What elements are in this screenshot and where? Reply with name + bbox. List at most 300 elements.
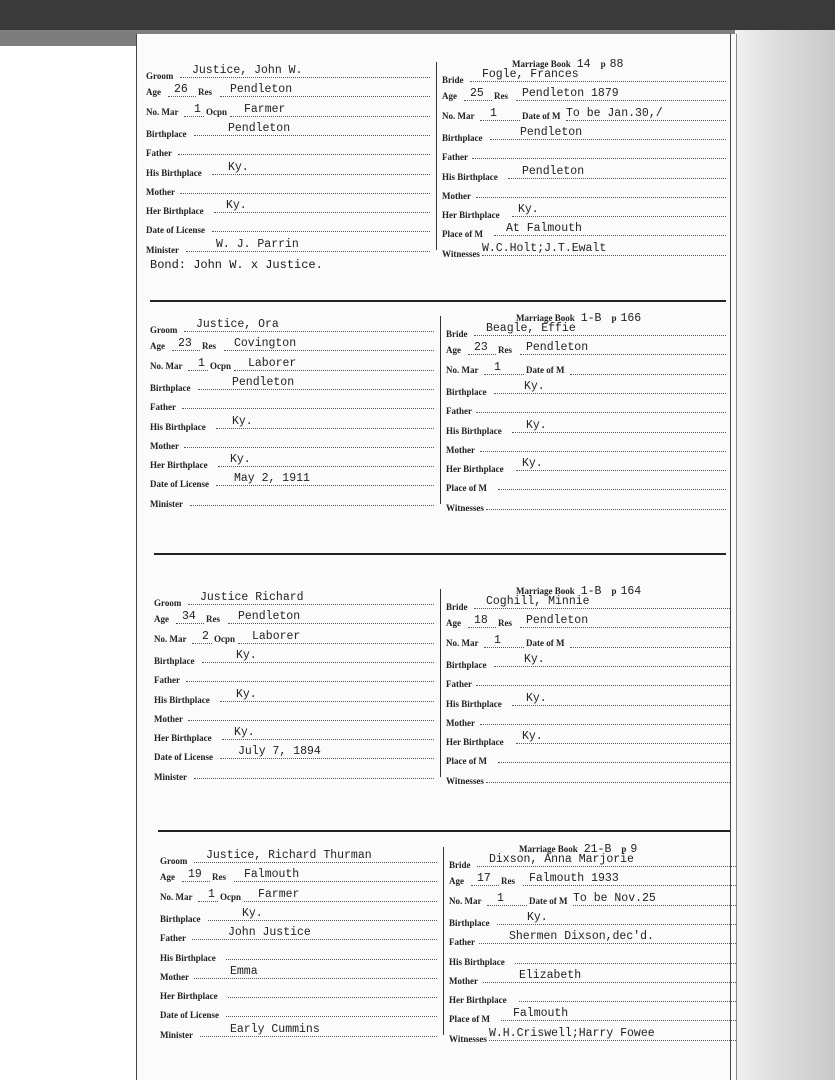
groom-father: John Justice [228,926,311,940]
groom-row [150,320,434,334]
bride-place-row [446,478,726,492]
dotted-line [182,881,210,882]
groom-father-label: Father [150,402,176,413]
bride-res-label: Res [494,91,508,102]
marriage-book-label: Marriage Book [512,59,571,69]
bride-no-mar-row [442,106,726,123]
page-label: p [621,844,627,854]
groom-his-birthplace-row [146,160,430,178]
groom-license-label: Date of License [160,1010,219,1021]
dotted-line [200,1036,437,1037]
groom-no-mar-label: No. Mar [160,891,193,902]
bride-date-of-m-label: Date of M [522,110,561,121]
groom-minister-row [154,767,434,781]
groom-mother-label: Mother [154,713,183,724]
groom-no-mar-value: 1 [198,356,205,370]
marriage-book-label: Marriage Book [519,844,578,854]
groom-minister: W. J. Parrin [216,237,299,251]
bride-his-birthplace-label: His Birthplace [446,425,502,436]
bride-no-mar-value: 1 [497,891,504,905]
bride-place-label: Place of M [446,756,487,767]
groom-minister: Early Cummins [230,1022,320,1036]
bride-row [442,70,726,84]
groom-no-mar-row [154,629,434,646]
dotted-line [230,116,430,117]
bride-her-birthplace: Ky. [522,730,543,744]
bride-age-value: 18 [474,614,488,628]
bride-father-row [449,932,736,946]
dotted-line [220,96,430,97]
bride-name: Beagle, Effie [486,322,576,335]
groom-her-birthplace-row [154,728,434,742]
groom-birthplace-row [150,375,434,393]
groom-minister-label: Minister [150,498,183,509]
groom-res-label: Res [206,614,220,625]
groom-res-value: Falmouth [244,868,300,882]
dotted-line [512,432,726,433]
groom-father-label: Father [154,675,180,686]
column-divider [440,316,441,504]
bride-res-label: Res [501,876,515,887]
bride-birthplace-label: Birthplace [446,659,487,670]
bride-res-value: Falmouth 1933 [529,872,619,886]
groom-license-row [160,1005,437,1019]
bride-date-of-m-label: Date of M [526,637,565,648]
bride-his-birthplace-row [446,418,726,436]
bride-no-mar-value: 1 [494,360,501,374]
groom-no-mar-row [160,887,437,904]
groom-birthplace-row [160,906,437,924]
bride-mother-label: Mother [446,717,475,728]
dotted-line [468,354,496,355]
dotted-line [570,647,730,648]
groom-her-birthplace-row [160,986,437,1000]
bride-father-label: Father [449,937,475,948]
groom-age-label: Age [146,87,161,98]
dotted-line [474,608,730,609]
dotted-line [494,235,726,236]
dotted-line [471,885,499,886]
groom-ocpn-label: Ocpn [220,891,242,902]
bride-age-value: 25 [470,87,484,101]
groom-his-birthplace-row [154,687,434,705]
dotted-line [188,720,434,721]
groom-his-birthplace-label: His Birthplace [150,421,206,432]
bride-no-mar-row [446,633,730,650]
bride-no-mar-row [446,360,726,377]
groom-no-mar-label: No. Mar [150,360,183,371]
groom-his-birthplace-label: His Birthplace [160,952,216,963]
bride-birthplace-row [446,652,730,670]
groom-father-label: Father [146,148,172,159]
groom-license-row [150,474,434,488]
groom-no-mar-value: 1 [194,102,201,116]
groom-license-row [146,220,430,234]
groom-her-birthplace: Ky. [234,726,255,740]
record-separator [158,830,730,832]
bride-age-label: Age [449,876,464,887]
dotted-line [516,470,726,471]
groom-her-birthplace-row [150,455,434,469]
bride-witnesses-row [442,241,726,259]
dotted-line [497,924,736,925]
bride-birthplace-label: Birthplace [449,917,490,928]
marriage-book-number: 1-B [580,585,602,598]
bride-witnesses-label: Witnesses [446,775,484,786]
bride-birthplace-row [442,125,726,143]
groom-age-row [150,339,434,353]
bride-birthplace-row [446,379,726,397]
bride-her-birthplace: Ky. [518,203,539,217]
groom-res-label: Res [212,872,226,883]
bride-witnesses-row [446,498,726,512]
dotted-line [477,866,736,867]
bride-mother-row [446,440,726,454]
dotted-line [489,1040,736,1041]
dotted-line [228,623,434,624]
bride-no-mar-label: No. Mar [449,895,482,906]
bride-his-birthplace-label: His Birthplace [446,698,502,709]
dotted-line [468,627,496,628]
column-divider [440,589,441,777]
bride-label: Bride [446,602,468,612]
dotted-line [194,862,437,863]
groom-no-mar-row [150,356,434,373]
bride-her-birthplace-label: Her Birthplace [446,737,504,748]
dotted-line [208,920,437,921]
dotted-line [238,643,434,644]
dotted-line [566,120,726,121]
dotted-line [212,174,430,175]
bride-place-of-m: At Falmouth [506,222,582,236]
dotted-line [228,997,437,998]
groom-age-label: Age [150,341,165,352]
bride-his-birthplace-row [442,164,726,182]
dotted-line [482,255,726,256]
bride-date-of-m-label: Date of M [529,895,568,906]
bride-mother-row [446,713,730,727]
bride-her-birthplace-row [442,205,726,219]
groom-ocpn-value: Farmer [244,102,286,116]
bride-his-birthplace: Ky. [526,418,547,432]
bride-her-birthplace-label: Her Birthplace [446,464,504,475]
groom-license-label: Date of License [154,752,213,763]
bride-res-label: Res [498,618,512,629]
groom-age-row [146,85,430,99]
dotted-line [484,647,524,648]
groom-label: Groom [146,71,174,81]
dotted-line [512,216,726,217]
bride-no-mar-row [449,891,736,908]
bride-birthplace-label: Birthplace [442,132,483,143]
dotted-line [214,212,430,213]
bride-label: Bride [442,75,464,85]
groom-father-row [146,143,430,157]
bride-birthplace: Pendleton [520,125,583,139]
bride-name: Fogle, Frances [482,68,579,81]
dotted-line [194,978,437,979]
dotted-line [508,178,726,179]
groom-mother-label: Mother [150,440,179,451]
marriage-book-number: 21-B [583,843,612,856]
groom-minister-row [146,237,430,255]
groom-name: Justice Richard [200,591,304,604]
dotted-line [184,447,434,448]
bride-age-label: Age [446,345,461,356]
groom-ocpn-label: Ocpn [206,106,228,117]
bride-res-value: Pendleton [526,341,589,355]
bride-his-birthplace-label: His Birthplace [442,171,498,182]
dotted-line [194,135,430,136]
marriage-record-card [154,585,734,785]
bride-place-row [446,751,730,765]
groom-his-birthplace-label: His Birthplace [154,694,210,705]
bride-age-row [446,616,730,630]
bride-age-row [449,874,736,888]
groom-his-birthplace: Ky. [232,414,253,428]
groom-license: May 2, 1911 [234,472,310,486]
marriage-book-number: 1-B [580,312,602,325]
bride-row [446,597,730,611]
bride-her-birthplace-label: Her Birthplace [442,210,500,221]
groom-her-birthplace: Ky. [226,199,247,213]
groom-birthplace-label: Birthplace [154,655,195,666]
groom-minister-label: Minister [154,771,187,782]
bride-witnesses: W.H.Criswell;Harry Fowee [489,1026,655,1040]
groom-label: Groom [150,325,178,335]
bride-mother-row [449,968,736,986]
bride-no-mar-label: No. Mar [442,110,475,121]
dotted-line [194,778,434,779]
dotted-line [244,901,437,902]
bride-place-row [442,224,726,238]
marriage-record-card [150,312,730,512]
bride-father: Shermen Dixson,dec'd. [509,930,654,944]
groom-no-mar-row [146,102,430,119]
groom-res-label: Res [202,341,216,352]
dotted-line [519,1001,736,1002]
bride-no-mar-label: No. Mar [446,637,479,648]
dotted-line [480,451,726,452]
groom-birthplace-label: Birthplace [150,382,191,393]
dotted-line [484,374,524,375]
dotted-line [501,1020,736,1021]
groom-father-row [160,928,437,942]
bride-label: Bride [449,860,471,870]
groom-label: Groom [154,598,182,608]
groom-ocpn-label: Ocpn [210,360,232,371]
bride-age-row [442,89,726,103]
dotted-line [483,982,736,983]
groom-her-birthplace-label: Her Birthplace [150,460,208,471]
dotted-line [188,604,434,605]
groom-no-mar-label: No. Mar [146,106,179,117]
groom-mother-row [154,709,434,723]
page-number: 166 [620,312,642,325]
bride-age-label: Age [442,91,457,102]
bride-his-birthplace: Ky. [526,691,547,705]
dotted-line [216,428,434,429]
dotted-line [226,959,437,960]
groom-his-birthplace: Ky. [228,160,249,174]
groom-birthplace: Pendleton [228,121,291,135]
dotted-line [184,331,434,332]
dotted-line [176,623,204,624]
dotted-line [220,758,434,759]
dotted-line [470,81,726,82]
dotted-line [474,335,726,336]
bride-father-row [446,674,730,688]
bride-his-birthplace-label: His Birthplace [449,956,505,967]
groom-minister-row [160,1022,437,1040]
bride-birthplace-row [449,910,736,928]
dotted-line [222,739,434,740]
groom-father-row [154,670,434,684]
marriage-book-label: Marriage Book [516,586,575,596]
groom-res-value: Covington [234,337,297,351]
groom-age-row [160,870,437,884]
dotted-line [479,943,736,944]
dotted-line [464,100,492,101]
dotted-line [186,251,430,252]
bride-no-mar-label: No. Mar [446,364,479,375]
bride-mother-label: Mother [449,975,478,986]
bride-witnesses: W.C.Holt;J.T.Ewalt [482,241,607,255]
dotted-line [172,350,200,351]
dotted-line [198,901,218,902]
groom-license-row [154,747,434,761]
groom-birthplace: Ky. [242,906,263,920]
groom-no-mar-label: No. Mar [154,633,187,644]
groom-her-birthplace-row [146,201,430,215]
groom-license: July 7, 1894 [238,745,321,759]
scan-right-edge [735,30,835,1080]
dotted-line [480,724,730,725]
groom-name: Justice, Richard Thurman [206,849,372,862]
bride-father-label: Father [442,152,468,163]
bride-witnesses-row [446,771,730,785]
dotted-line [490,139,726,140]
bride-name: Dixson, Anna Marjorie [489,853,634,866]
page-label: p [611,313,617,323]
groom-name: Justice, John W. [192,64,303,77]
bride-father-row [442,147,726,161]
bride-place-label: Place of M [449,1014,490,1025]
dotted-line [498,762,730,763]
dotted-line [216,485,434,486]
groom-age-value: 23 [178,337,192,351]
dotted-line [476,197,726,198]
dotted-line [188,370,208,371]
bond-note: Bond: John W. x Justice. [150,258,323,272]
marriage-record-card [160,843,740,1043]
bride-her-birthplace: Ky. [522,457,543,471]
bride-label: Bride [446,329,468,339]
dotted-line [487,905,527,906]
bride-birthplace: Ky. [524,379,545,393]
bride-witnesses-label: Witnesses [446,502,484,513]
groom-mother-row [160,964,437,982]
dotted-line [234,881,437,882]
groom-age-value: 26 [174,83,188,97]
bride-row [449,855,736,869]
groom-his-birthplace-row [160,948,437,962]
bride-birthplace: Ky. [524,652,545,666]
groom-license-label: Date of License [146,225,205,236]
bride-mother-row [442,186,726,200]
groom-birthplace-label: Birthplace [160,913,201,924]
groom-mother-label: Mother [160,971,189,982]
bride-her-birthplace-row [446,459,726,473]
bride-age-value: 17 [477,872,491,886]
bride-place-label: Place of M [446,483,487,494]
marriage-record-card [146,58,730,258]
bride-mother-label: Mother [446,444,475,455]
groom-father-row [150,397,434,411]
bride-name: Coghill, Minnie [486,595,590,608]
bride-her-birthplace-row [446,732,730,746]
page-label: p [600,59,606,69]
record-separator [154,553,726,555]
dotted-line [523,885,736,886]
groom-her-birthplace-label: Her Birthplace [154,733,212,744]
column-divider [443,847,444,1035]
column-divider [436,62,437,250]
groom-res-value: Pendleton [238,610,301,624]
bride-her-birthplace-label: Her Birthplace [449,995,507,1006]
groom-her-birthplace: Ky. [230,453,251,467]
groom-no-mar-value: 1 [208,887,215,901]
groom-birthplace-row [146,121,430,139]
bride-date-of-m-label: Date of M [526,364,565,375]
dotted-line [220,701,434,702]
bride-age-row [446,343,726,357]
dotted-line [476,685,730,686]
groom-license-label: Date of License [150,479,209,490]
bride-witnesses-row [449,1026,736,1044]
record-separator [150,300,726,302]
bride-row [446,324,726,338]
marriage-book-number: 14 [576,58,591,71]
groom-age-row [154,612,434,626]
bride-birthplace: Ky. [527,910,548,924]
dotted-line [226,1016,437,1017]
dotted-line [192,643,212,644]
bride-res-value: Pendleton 1879 [522,87,619,101]
dotted-line [472,158,726,159]
dotted-line [192,939,437,940]
bride-his-birthplace-row [449,952,736,966]
dotted-line [498,489,726,490]
page-label: p [611,586,617,596]
groom-her-birthplace-label: Her Birthplace [146,206,204,217]
groom-minister-label: Minister [160,1029,193,1040]
bride-res-label: Res [498,345,512,356]
dotted-line [570,374,726,375]
dotted-line [512,705,730,706]
groom-his-birthplace-row [150,414,434,432]
groom-minister-row [150,494,434,508]
dotted-line [178,154,430,155]
groom-birthplace-label: Birthplace [146,128,187,139]
dotted-line [168,96,196,97]
groom-mother: Emma [230,964,258,978]
dotted-line [184,116,204,117]
bride-place-row [449,1009,736,1023]
groom-age-label: Age [154,614,169,625]
groom-birthplace-row [154,648,434,666]
dotted-line [520,627,730,628]
